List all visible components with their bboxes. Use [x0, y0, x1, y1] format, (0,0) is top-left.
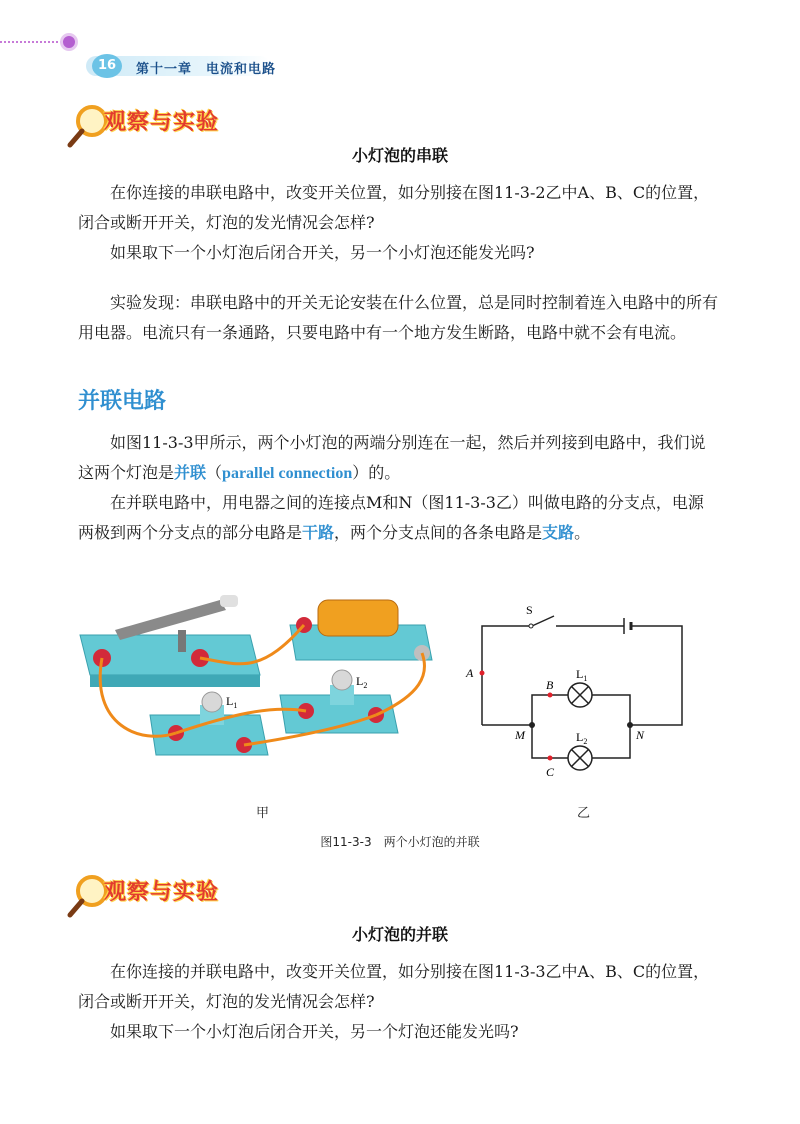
label-n: N — [636, 728, 645, 742]
observe-label: 观察与实验 — [104, 880, 220, 905]
question-paragraph: 在你连接的并联电路中，改变开关位置，如分别接在图11-3-3乙中A、B、C的位置，闭合或断开开关，灯泡的发光情况会怎样? — [78, 962, 710, 1011]
observe-badge — [66, 873, 236, 919]
finding-paragraph: 实验发现：串联电路中的开关无论安装在什么位置，总是同时控制着连入电路中的所有用电器。电流只有一条通路，只要电路中有一个地方发生断路，电路中就不会有电流。 — [78, 293, 719, 342]
point-a — [480, 671, 485, 676]
label-c: C — [546, 765, 555, 779]
switch-label: S — [526, 603, 533, 617]
experiment-title: 小灯泡的串联 — [351, 146, 448, 165]
term-main-circuit: 干路 — [302, 523, 335, 542]
term-branch: 支路 — [542, 523, 575, 542]
chapter-title: 第十一章 电流和电路 — [136, 62, 277, 77]
header-dotted-line — [0, 41, 62, 43]
question-paragraph: 如果取下一个小灯泡后闭合开关，另一个小灯泡还能发光吗? — [110, 243, 535, 262]
bulb-2 — [332, 670, 352, 690]
bulb-1 — [202, 692, 222, 712]
point-c — [548, 756, 553, 761]
figure-label-right: 乙 — [577, 806, 591, 821]
label-a: A — [466, 666, 474, 680]
schematic-wire — [482, 626, 530, 725]
schematic-wire — [532, 725, 568, 758]
body-paragraph — [78, 488, 718, 548]
body-paragraph — [78, 428, 718, 489]
circuit-photo-illustration — [60, 585, 450, 785]
question-paragraph: 在你连接的串联电路中，改变开关位置，如分别接在图11-3-2乙中A、B、C的位置，闭合或断开开关，灯泡的发光情况会怎样? — [78, 183, 710, 232]
header-circle-icon — [60, 33, 78, 51]
page-number: 16 — [92, 54, 122, 78]
text: ，两个分支点间的各条电路是 — [334, 523, 543, 542]
schematic-wire — [592, 695, 630, 725]
schematic-wire — [532, 695, 568, 725]
photo-l1-label: $L_1$ — [226, 694, 238, 710]
label-b: B — [546, 678, 554, 692]
switch-lever — [115, 600, 226, 640]
switch-handle — [220, 595, 238, 607]
text: ）的。 — [352, 463, 401, 482]
battery — [318, 600, 398, 636]
photo-l2-label: $L_2$ — [356, 674, 368, 690]
figure-caption: 图11-3-3 两个小灯泡的并联 — [320, 835, 480, 849]
label-m: M — [515, 728, 525, 742]
l1-label: $L_1$ — [576, 667, 588, 683]
node-n — [627, 722, 633, 728]
circuit-schematic — [460, 598, 700, 788]
section-heading: 并联电路 — [78, 389, 167, 414]
node-m — [529, 722, 535, 728]
text: 在并联电路中，用电器之间的连接点M和N（图11-3-3乙）叫做电路的分支点，电源两极到两个分支点的部分电路是 — [78, 493, 704, 542]
schematic-wire — [630, 626, 682, 725]
text: 。 — [574, 523, 591, 542]
switch-contact — [178, 630, 186, 652]
l2-label: $L_2$ — [576, 730, 588, 746]
switch-pivot — [529, 624, 533, 628]
figure-label-left: 甲 — [256, 806, 270, 821]
term-parallel: 并联 — [174, 463, 207, 482]
schematic-switch — [532, 616, 554, 626]
text: （ — [206, 463, 223, 482]
question-paragraph: 如果取下一个小灯泡后闭合开关，另一个灯泡还能发光吗? — [110, 1022, 519, 1041]
schematic-wire — [592, 725, 630, 758]
term-english: parallel connection — [222, 465, 353, 482]
point-b — [548, 693, 553, 698]
experiment-title: 小灯泡的并联 — [351, 925, 448, 944]
observe-label: 观察与实验 — [104, 110, 220, 135]
text: 如图11-3-3甲所示，两个小灯泡的两端分别连在一起，然后并列接到电路中，我们说这两个灯泡是 — [78, 433, 706, 482]
switch-base-side — [90, 675, 260, 687]
